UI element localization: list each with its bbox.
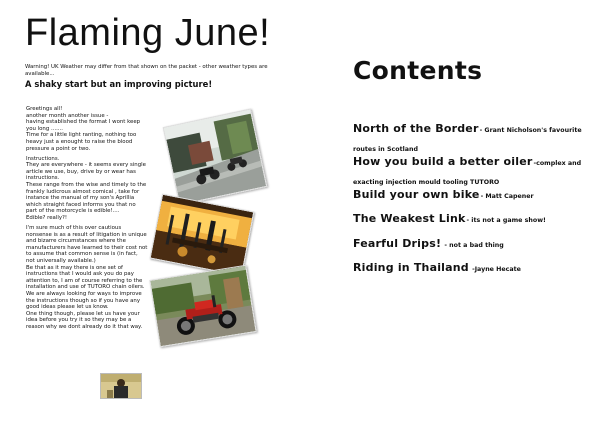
toc-item-build-your-own-bike[interactable] [353, 183, 593, 202]
toc-item-riding-in-thailand[interactable] [353, 256, 593, 275]
subtitle: A shaky start but an improving picture! [25, 79, 213, 89]
toc-description: -complex and exacting injection mould tooling TUTORO [353, 160, 582, 186]
rider-on-road-photo [163, 109, 268, 206]
paragraph-nonsense: I'm sure much of this over cautious nonsense is as a result of litigation in unique and bizarre circumstances where the manufacturers have learned to their cost not to assume that common sense is (in fact, not universally available.) Be that as it may there is one set of instructions that I would ask you do pay attention to, I am of course referring to the installation and use of TUTORO chain oilers. We are always looking for ways to improve the instructions though so if you have any good ideas please let us know. One thing though, please let us have your idea before you try it so they may be a reason why we dont already do it that way. [26, 225, 148, 330]
right-page [300, 0, 600, 424]
workshop-tools-photo [150, 194, 255, 277]
toc-description: - its not a game show! [466, 217, 546, 224]
toc-headline: How you build a better oiler [353, 155, 533, 168]
paragraph-greetings: Greetings all! another month another issue - having established the format I wont keep you long ....... Time for a little light ranting, nothing too heavy just a enought to raise the blood pressure a point or two. [26, 106, 141, 152]
toc-headline: The Weakest Link [353, 212, 466, 225]
weather-warning: Warning! UK Weather may differ from that shown on the packet - other weather types are available... [25, 64, 268, 77]
toc-description: - Grant Nicholson's favourite routes in Scotland [353, 127, 582, 153]
toc-description: - not a bad thing [442, 242, 504, 249]
toc-item-fearful-drips[interactable] [353, 232, 593, 251]
contents-title: Contents [353, 56, 483, 85]
motorcycle-in-garden-photo [149, 265, 256, 347]
editorial-text [26, 106, 148, 334]
paragraph-instructions: Instructions. They are everywhere - it seems every single article we use, buy, drive by or wear has instructions. These range from the wise and timely to the frankly ludicrous almost comical , take for instance the manual of my son's Aprillia which straight faced informs you that no part of the motorcycle is edible!.... Edible? really?! [26, 155, 147, 221]
author-portrait-photo [100, 373, 142, 399]
page-title: Flaming June! [25, 12, 271, 54]
toc-headline: Fearful Drips! [353, 237, 442, 250]
toc-headline: Riding in Thailand [353, 261, 469, 274]
toc-description: -Jayne Hecate [469, 266, 521, 273]
toc-item-weakest-link[interactable] [353, 207, 593, 226]
toc-description: - Matt Capener [480, 193, 534, 200]
toc-headline: Build your own bike [353, 188, 480, 201]
toc-headline: North of the Border [353, 122, 479, 135]
